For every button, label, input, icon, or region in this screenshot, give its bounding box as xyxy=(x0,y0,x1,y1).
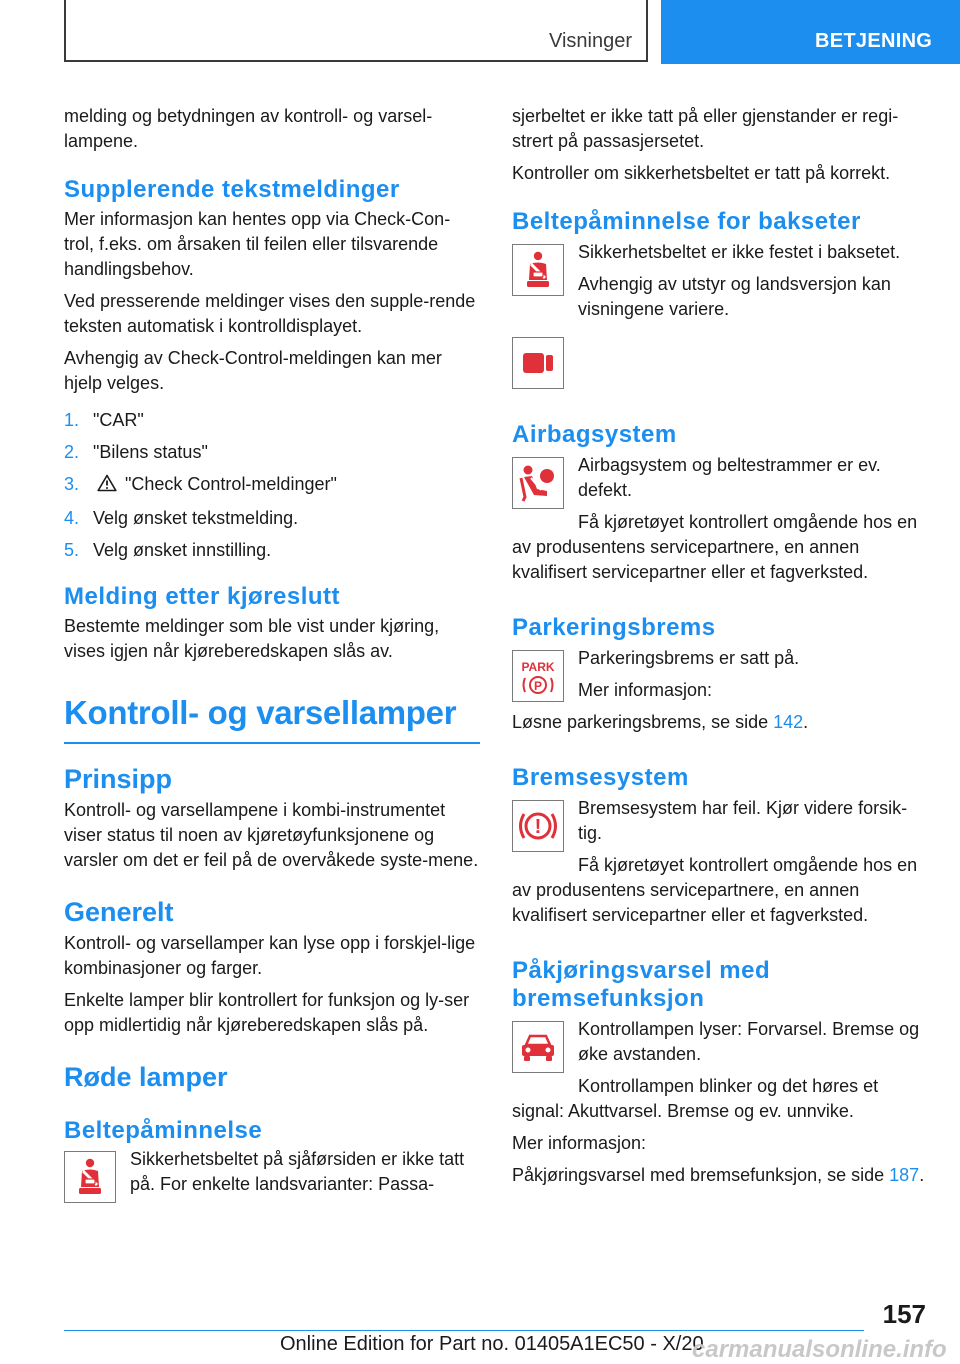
header-section-box xyxy=(64,0,648,62)
collision-para-3: Mer informasjon: xyxy=(512,1133,647,1153)
watermark: carmanualsonline.info xyxy=(692,1336,947,1363)
step-text: Velg ønsket tekstmelding. xyxy=(93,508,299,528)
rear-belt-heading: Beltepåminnelse for bakseter xyxy=(512,208,861,235)
header-chapter-tab[interactable] xyxy=(661,0,960,64)
parking-brake-para-1: Parkeringsbrems er satt på. xyxy=(578,648,800,668)
parking-brake-para-3: Løsne parkeringsbrems, se side 142. xyxy=(512,712,809,732)
park-label: PARK xyxy=(521,660,555,674)
collision-para-2: Kontrollampen blinker og det høres et signal: Akuttvarsel. Bremse og ev. unnvike. xyxy=(512,1076,879,1121)
right-column xyxy=(512,104,928,1195)
list-item xyxy=(64,538,480,563)
parking-brake-heading: Parkeringsbrems xyxy=(512,614,716,641)
rear-seatbelt-lamp xyxy=(512,244,564,296)
brake-exclamation: ! xyxy=(534,816,542,838)
rear-belt-para-2: Avhengig av utstyr og landsversjon kan visningene variere. xyxy=(578,274,891,319)
parking-brake-icon xyxy=(517,656,559,696)
page-link-187[interactable]: 187 xyxy=(889,1165,920,1185)
footer-edition: Online Edition for Part no. 01405A1EC50 - X/20 xyxy=(280,1333,704,1355)
collision-warning-lamp xyxy=(512,1021,564,1073)
step-number: 2. xyxy=(64,442,80,462)
belt-reminder-para: Sikkerhetsbeltet på sjåførsiden er ikke tatt på. For enkelte landsvarianter: Passa- xyxy=(130,1149,465,1194)
airbag-para-1: Airbagsystem og beltestrammer er ev. defekt. xyxy=(578,455,881,500)
header-chapter-title: BETJENING xyxy=(815,30,933,52)
step-number: 3. xyxy=(64,474,80,494)
main-section-heading: Kontroll- og varsellamper xyxy=(64,694,457,731)
airbag-lamp xyxy=(512,457,564,509)
seatbelt-icon xyxy=(518,250,558,290)
general-para-1: Kontroll- og varsellamper kan lyse opp i forskjel-lige kombinasjoner og farger. xyxy=(64,933,476,978)
rear-seat-indicator-icon xyxy=(518,343,558,383)
brake-warning-icon xyxy=(516,806,560,846)
belt-check-para: Kontroller om sikkerhetsbeltet er tatt på korrekt. xyxy=(512,163,891,183)
step-text: "Check Control-meldinger" xyxy=(125,474,337,494)
rear-belt-para-1: Sikkerhetsbeltet er ikke festet i baksetet. xyxy=(578,242,901,262)
brake-system-para-2: Få kjøretøyet kontrollert omgående hos en av produsentens servicepartnere, en annen kvalifisert servicepartner eller et fagverksted. xyxy=(512,855,918,925)
supplementary-para-1: Mer informasjon kan hentes opp via Check-Con-trol, f.eks. om årsaken til feilen eller tilsvarende handlingsbehov. xyxy=(64,209,451,279)
page-number: 157 xyxy=(882,1299,926,1329)
rear-seat-display-lamp xyxy=(512,337,564,389)
supplementary-para-2: Ved presserende meldinger vises den supple-rende teksten automatisk i kontrolldisplayet. xyxy=(64,291,476,336)
airbag-para-2: Få kjøretøyet kontrollert omgående hos en av produsentens servicepartnere, en annen kvalifisert servicepartner eller et fagverksted. xyxy=(512,512,918,582)
parking-brake-para-2: Mer informasjon: xyxy=(578,680,713,700)
principle-para: Kontroll- og varsellampene i kombi-instrumentet viser status til noen av kjøretøyfunksjonene og varsler om det er feil på de overvåkede syste-mene. xyxy=(64,800,479,870)
left-column xyxy=(64,104,480,1209)
principle-heading: Prinsipp xyxy=(64,764,173,794)
seatbelt-lamp xyxy=(64,1151,116,1203)
park-p-symbol: P xyxy=(533,679,543,693)
brake-system-heading: Bremsesystem xyxy=(512,764,689,791)
parking-brake-lamp xyxy=(512,650,564,702)
collision-para-4: Påkjøringsvarsel med bremsefunksjon, se side 187. xyxy=(512,1165,925,1185)
list-item xyxy=(64,472,480,499)
after-drive-heading: Melding etter kjøreslutt xyxy=(64,583,341,610)
brake-system-lamp xyxy=(512,800,564,852)
warning-triangle-icon xyxy=(97,474,117,499)
step-number: 5. xyxy=(64,540,80,560)
steps-list xyxy=(64,408,480,563)
airbag-icon xyxy=(517,463,559,503)
car-front-icon xyxy=(517,1027,559,1067)
red-lamps-heading: Røde lamper xyxy=(64,1062,228,1092)
header-section-title: Visninger xyxy=(548,30,632,52)
step-text: Velg ønsket innstilling. xyxy=(93,540,272,560)
belt-continued-para: sjerbeltet er ikke tatt på eller gjenstander er regi-strert på passasjersetet. xyxy=(512,106,899,151)
airbag-heading: Airbagsystem xyxy=(512,421,677,448)
general-para-2: Enkelte lamper blir kontrollert for funksjon og ly-ser opp midlertidig når kjøreberedskapen slås på. xyxy=(64,990,470,1035)
seatbelt-icon xyxy=(70,1157,110,1197)
step-text: "Bilens status" xyxy=(93,442,208,462)
supplementary-heading: Supplerende tekstmeldinger xyxy=(64,176,400,203)
list-item xyxy=(64,440,480,465)
footer-divider xyxy=(64,1330,864,1331)
list-item xyxy=(64,408,480,433)
brake-system-para-1: Bremsesystem har feil. Kjør videre forsik-tig. xyxy=(578,798,908,843)
collision-para-1: Kontrollampen lyser: Forvarsel. Bremse og øke avstanden. xyxy=(578,1019,920,1064)
step-number: 1. xyxy=(64,410,80,430)
step-text: "CAR" xyxy=(93,410,144,430)
supplementary-para-3: Avhengig av Check-Control-meldingen kan mer hjelp velges. xyxy=(64,348,442,393)
step-number: 4. xyxy=(64,508,80,528)
intro-text: melding og betydningen av kontroll- og varsel-lampene. xyxy=(64,106,433,151)
after-drive-para: Bestemte meldinger som ble vist under kjøring, vises igjen når kjøreberedskapen slås av. xyxy=(64,616,440,661)
section-divider xyxy=(64,742,480,744)
general-heading: Generelt xyxy=(64,897,174,927)
page-link-142[interactable]: 142 xyxy=(773,712,804,732)
belt-reminder-heading: Beltepåminnelse xyxy=(64,1117,263,1144)
collision-warning-heading: Påkjøringsvarsel med bremsefunksjon xyxy=(512,957,771,1012)
list-item xyxy=(64,506,480,531)
